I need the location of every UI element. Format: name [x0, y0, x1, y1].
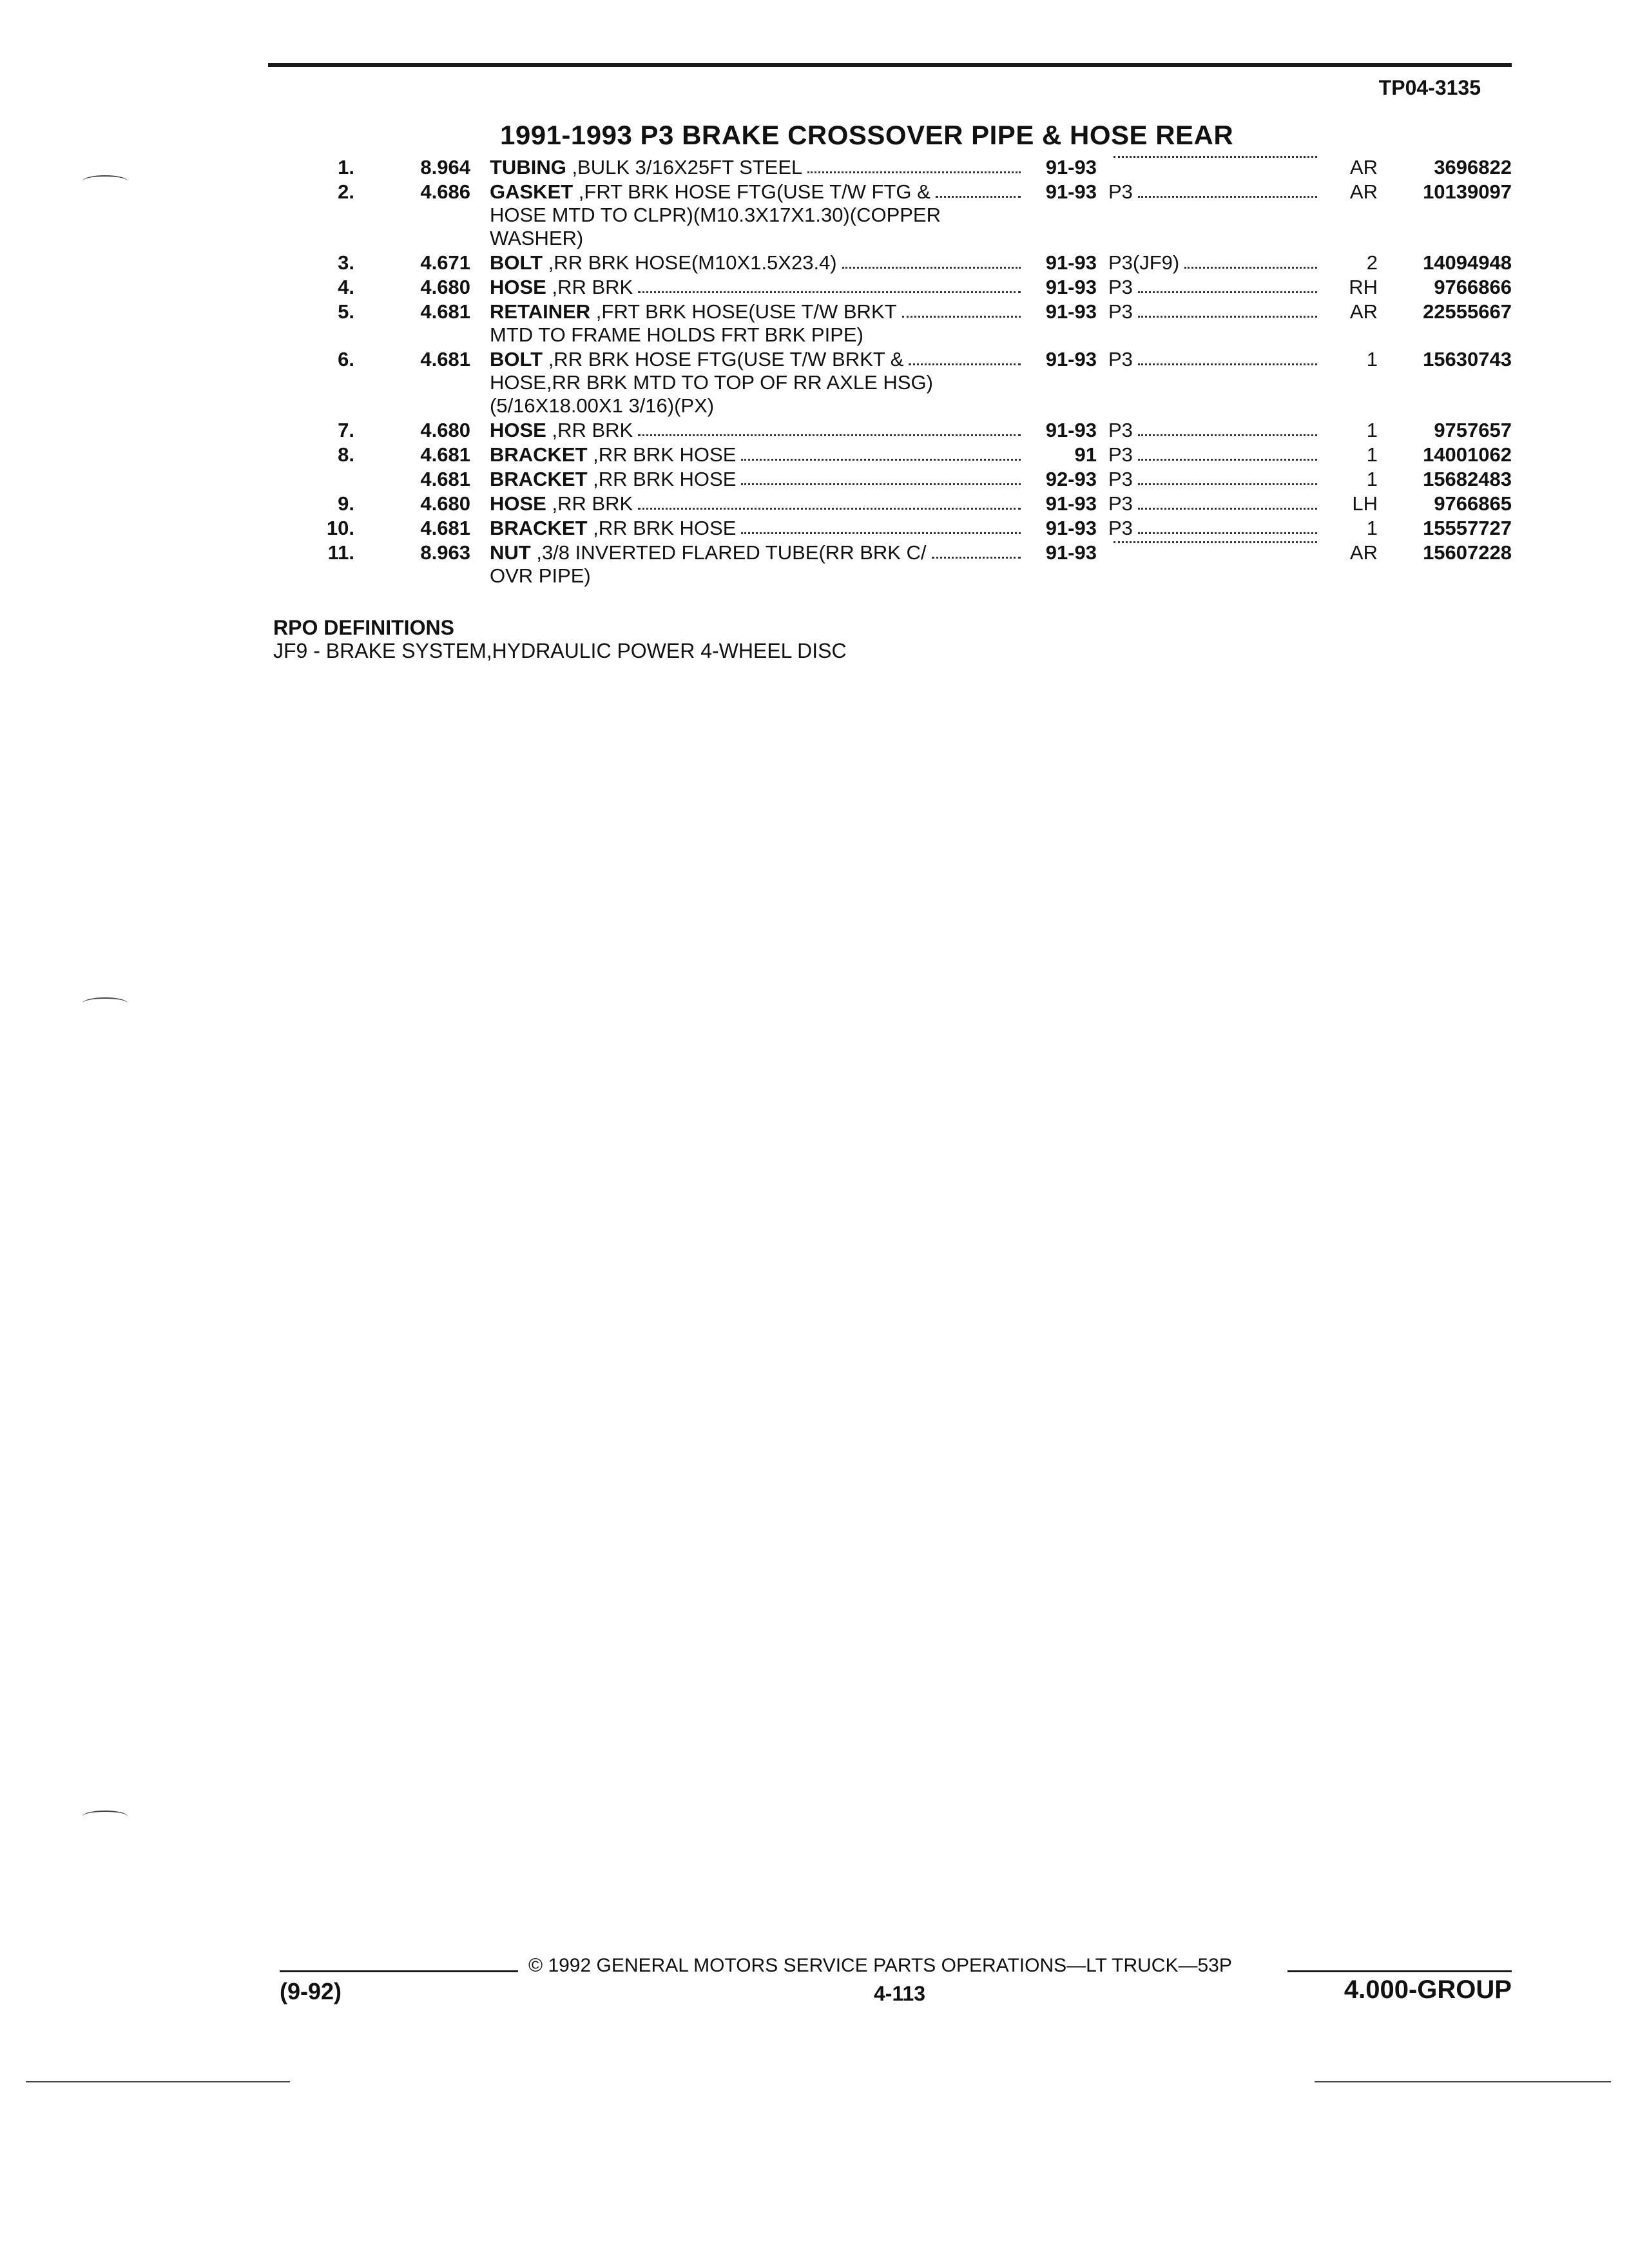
quantity: LH — [1352, 492, 1378, 515]
top-rule — [268, 63, 1512, 67]
table-row — [0, 276, 1629, 299]
part-detail: ,BULK 3/16X25FT STEEL — [566, 156, 803, 178]
page-number: 4-113 — [874, 1982, 926, 2005]
group-number: 4.681 — [420, 517, 470, 539]
item-number: 7. — [338, 419, 354, 441]
group-number: 4.681 — [420, 468, 470, 490]
quantity: AR — [1349, 541, 1378, 564]
item-number: 5. — [338, 300, 354, 323]
part-description — [490, 419, 1025, 442]
revision-date: (9-92) — [280, 1978, 342, 2004]
part-detail: ,RR BRK HOSE — [587, 468, 737, 490]
quantity: 2 — [1366, 251, 1378, 274]
table-row — [0, 251, 1629, 274]
part-detail: ,RR BRK HOSE — [587, 443, 737, 466]
part-name: BRACKET — [490, 517, 588, 539]
quantity: 1 — [1366, 468, 1378, 490]
item-number: 3. — [338, 251, 354, 274]
part-description — [490, 443, 1025, 466]
quantity: AR — [1349, 300, 1378, 323]
scan-line-right — [1315, 2081, 1611, 2082]
model-years: 91-93 — [1045, 276, 1097, 298]
table-row — [0, 492, 1629, 515]
part-number: 15607228 — [1423, 541, 1512, 564]
table-row — [0, 180, 1629, 250]
table-row — [0, 541, 1629, 588]
group-number: 4.681 — [420, 300, 470, 323]
part-number: 14094948 — [1423, 251, 1512, 274]
part-number: 9757657 — [1434, 419, 1512, 441]
part-number: 10139097 — [1423, 180, 1512, 203]
group-number: 4.681 — [420, 348, 470, 370]
table-row — [0, 156, 1629, 179]
part-name: BRACKET — [490, 468, 588, 490]
group-number: 4.686 — [420, 180, 470, 203]
description-continuation: MTD TO FRAME HOLDS FRT BRK PIPE) — [490, 323, 863, 346]
part-detail: ,3/8 INVERTED FLARED TUBE(RR BRK C/ — [530, 541, 927, 564]
model-years: 91-93 — [1045, 180, 1097, 203]
part-number: 3696822 — [1434, 156, 1512, 178]
part-description — [490, 541, 1025, 588]
rpo-heading: RPO DEFINITIONS — [273, 616, 454, 639]
part-description — [490, 300, 1025, 347]
part-name: HOSE — [490, 419, 546, 441]
part-description — [490, 348, 1025, 418]
description-continuation: HOSE,RR BRK MTD TO TOP OF RR AXLE HSG) — [490, 371, 933, 394]
part-detail: ,RR BRK — [546, 492, 633, 515]
description-continuation: HOSE MTD TO CLPR)(M10.3X17X1.30)(COPPER — [490, 204, 941, 226]
body-code: P3 — [1108, 517, 1133, 539]
part-name: BRACKET — [490, 443, 588, 466]
group-number: 4.680 — [420, 419, 470, 441]
part-name: NUT — [490, 541, 531, 564]
body-code: P3 — [1108, 492, 1133, 515]
part-name: HOSE — [490, 492, 546, 515]
body-code: P3 — [1108, 180, 1133, 203]
model-years: 91-93 — [1045, 517, 1097, 539]
part-number: 22555667 — [1423, 300, 1512, 323]
body-code: P3 — [1108, 468, 1133, 490]
part-name: GASKET — [490, 180, 574, 203]
group-number: 8.964 — [420, 156, 470, 178]
group-number: 4.681 — [420, 443, 470, 466]
group-label: 4.000-GROUP — [1344, 1975, 1512, 2004]
quantity: RH — [1349, 276, 1378, 298]
model-years: 91-93 — [1045, 541, 1097, 564]
part-name: BOLT — [490, 348, 543, 370]
part-description — [490, 156, 1025, 179]
part-description — [490, 517, 1025, 540]
body-code: P3(JF9) — [1108, 251, 1180, 274]
body-code: P3 — [1108, 443, 1133, 466]
model-years: 91-93 — [1045, 348, 1097, 370]
part-detail: ,RR BRK HOSE — [587, 517, 737, 539]
model-years: 91-93 — [1045, 300, 1097, 323]
part-name: RETAINER — [490, 300, 591, 323]
model-years: 91-93 — [1045, 251, 1097, 274]
group-number: 4.680 — [420, 492, 470, 515]
binder-hole-mark — [82, 997, 128, 1009]
part-number: 9766865 — [1434, 492, 1512, 515]
item-number: 10. — [326, 517, 354, 539]
model-years: 91-93 — [1045, 156, 1097, 178]
model-years: 91-93 — [1045, 419, 1097, 441]
part-detail: ,FRT BRK HOSE(USE T/W BRKT — [590, 300, 897, 323]
description-continuation: WASHER) — [490, 227, 584, 249]
group-number: 8.963 — [420, 541, 470, 564]
footer-rule-right — [1287, 1970, 1512, 1972]
part-number: 9766866 — [1434, 276, 1512, 298]
table-row — [0, 468, 1629, 491]
description-continuation: OVR PIPE) — [490, 564, 591, 587]
part-name: TUBING — [490, 156, 566, 178]
part-name: BOLT — [490, 251, 543, 274]
description-continuation: (5/16X18.00X1 3/16)(PX) — [490, 394, 715, 417]
body-code: P3 — [1108, 348, 1133, 370]
item-number: 8. — [338, 443, 354, 466]
item-number: 11. — [327, 541, 354, 564]
part-number: 15630743 — [1423, 348, 1512, 370]
quantity: 1 — [1366, 419, 1378, 441]
table-row — [0, 443, 1629, 466]
table-row — [0, 419, 1629, 442]
quantity: 1 — [1366, 443, 1378, 466]
group-number: 4.671 — [420, 251, 470, 274]
page-title: 1991-1993 P3 BRAKE CROSSOVER PIPE & HOSE REAR — [500, 120, 1234, 150]
rpo-definition: JF9 - BRAKE SYSTEM,HYDRAULIC POWER 4-WHEEL DISC — [273, 639, 847, 662]
binder-hole-mark — [82, 175, 128, 187]
part-number: 15682483 — [1423, 468, 1512, 490]
model-years: 91 — [1074, 443, 1097, 466]
table-row — [0, 517, 1629, 540]
part-detail: ,RR BRK — [546, 276, 633, 298]
body-code: P3 — [1108, 300, 1133, 323]
part-detail: ,RR BRK HOSE FTG(USE T/W BRKT & — [543, 348, 904, 370]
item-number: 1. — [338, 156, 354, 178]
item-number: 6. — [338, 348, 354, 370]
document-code: TP04-3135 — [1378, 76, 1481, 99]
item-number: 2. — [338, 180, 354, 203]
footer-rule-left — [280, 1970, 518, 1972]
quantity: 1 — [1366, 348, 1378, 370]
part-description — [490, 251, 1025, 274]
part-name: HOSE — [490, 276, 546, 298]
table-row — [0, 348, 1629, 418]
part-description — [490, 180, 1025, 250]
quantity: 1 — [1366, 517, 1378, 539]
quantity: AR — [1349, 156, 1378, 178]
part-description — [490, 276, 1025, 299]
parts-table — [0, 156, 1629, 589]
part-number: 15557727 — [1423, 517, 1512, 539]
scan-line-left — [26, 2081, 290, 2082]
part-description — [490, 492, 1025, 515]
part-number: 14001062 — [1423, 443, 1512, 466]
part-description — [490, 468, 1025, 491]
body-code: P3 — [1108, 419, 1133, 441]
copyright-notice: © 1992 GENERAL MOTORS SERVICE PARTS OPERATIONS—LT TRUCK—53P — [528, 1955, 1232, 1976]
part-detail: ,FRT BRK HOSE FTG(USE T/W FTG & — [573, 180, 930, 203]
item-number: 4. — [338, 276, 354, 298]
binder-hole-mark — [82, 1811, 128, 1822]
quantity: AR — [1349, 180, 1378, 203]
table-row — [0, 300, 1629, 347]
part-detail: ,RR BRK — [546, 419, 633, 441]
model-years: 91-93 — [1045, 492, 1097, 515]
group-number: 4.680 — [420, 276, 470, 298]
body-code: P3 — [1108, 276, 1133, 298]
model-years: 92-93 — [1045, 468, 1097, 490]
part-detail: ,RR BRK HOSE(M10X1.5X23.4) — [543, 251, 837, 274]
item-number: 9. — [338, 492, 354, 515]
